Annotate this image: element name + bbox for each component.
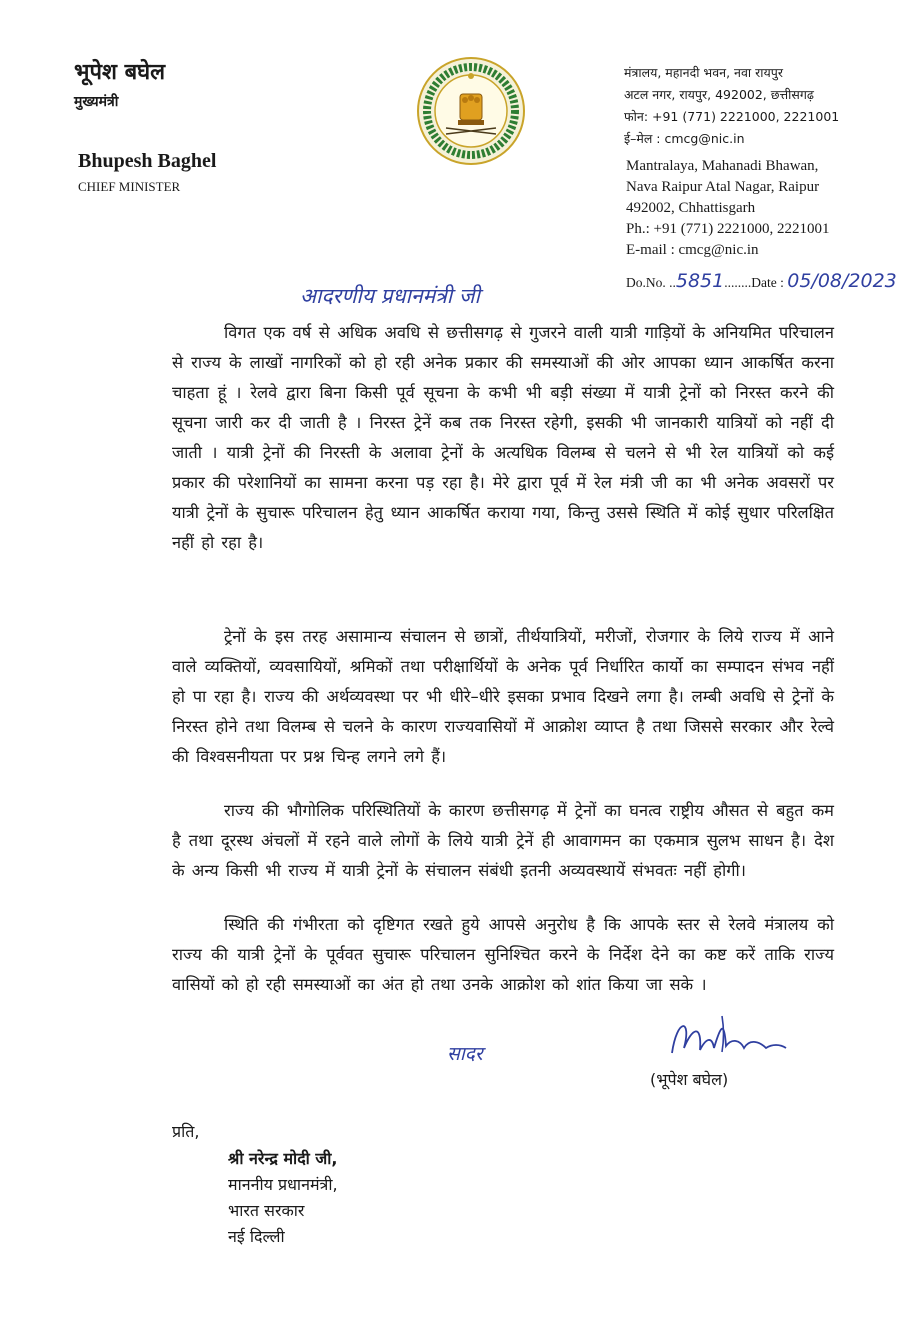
recipient-office: भारत सरकार xyxy=(228,1201,305,1220)
recipient-prefix: प्रति, xyxy=(172,1122,200,1141)
signature xyxy=(662,1008,792,1068)
address-hindi xyxy=(624,62,839,150)
signatory-name: (भूपेश बघेल) xyxy=(650,1070,729,1089)
address-hindi-line: अटल नगर, रायपुर, 492002, छत्तीसगढ़ xyxy=(624,87,814,102)
paragraph-text: राज्य की भौगोलिक परिस्थितियों के कारण छत्तीसगढ़ में ट्रेनों का घनत्व राष्ट्रीय औसत से बहुत कम है तथा दूरस्थ अंचलों में रहने वाले लोगों के लिये यात्री ट्रेनें ही आवागमन का एकमात्र सुलभ साधन है। देश के अन्य किसी भी राज्य में यात्री ट्रेनों के संचालन संबंधी इतनी अव्यवस्थायें संभवतः नहीं होगी। xyxy=(172,801,834,880)
recipient-name: श्री नरेन्द्र मोदी जी, xyxy=(228,1149,338,1168)
regards-handwritten: सादर xyxy=(447,1043,483,1065)
date-label: ........Date : xyxy=(724,275,788,290)
address-english-line: Ph.: +91 (771) 2221000, 2221001 xyxy=(626,221,830,237)
recipient-city: नई दिल्ली xyxy=(228,1227,285,1246)
sender-designation-english: CHIEF MINISTER xyxy=(78,179,181,194)
letter-paragraph-3 xyxy=(172,796,834,886)
address-hindi-line: फोन: +91 (771) 2221000, 2221001 xyxy=(624,109,840,124)
sender-designation-hindi: मुख्यमंत्री xyxy=(74,94,119,110)
sender-name-hindi: भूपेश बघेल xyxy=(74,60,166,85)
paragraph-text: ट्रेनों के इस तरह असामान्य संचालन से छात्रों, तीर्थयात्रियों, मरीजों, रोजगार के लिये राज्य में आने वाले व्यक्तियों, व्यवसायियों, श्रमिकों तथा परीक्षार्थियों के अनेक पूर्व निर्धारित कार्यो का सम्पादन संभव नहीं हो पा रहा है। राज्य की अर्थव्यवस्था पर भी धीरे–धीरे इसका प्रभाव दिखने लगा है। लम्बी अवधि से ट्रेनों के निरस्त होने तथा विलम्ब से चलने के कारण राज्यवासियों में आक्रोश व्याप्त है तथा जिससे सरकार और रेल्वे की विश्वसनीयता पर प्रश्न चिन्ह लगने लगे हैं। xyxy=(172,627,834,766)
address-english xyxy=(626,156,829,261)
address-hindi-line: मंत्रालय, महानदी भवन, नवा रायपुर xyxy=(624,65,783,80)
address-hindi-line: ई–मेल : cmcg@nic.in xyxy=(624,131,745,146)
recipient-title: माननीय प्रधानमंत्री, xyxy=(228,1175,338,1194)
letter-paragraph-2 xyxy=(172,622,834,772)
do-label: Do.No. .. xyxy=(626,275,676,290)
address-english-line: E-mail : cmcg@nic.in xyxy=(626,242,759,258)
document-number-date xyxy=(626,270,897,292)
address-english-line: Mantralaya, Mahanadi Bhawan, xyxy=(626,158,819,174)
address-english-line: Nava Raipur Atal Nagar, Raipur xyxy=(626,179,820,195)
letter-paragraph-4 xyxy=(172,910,834,1000)
recipient-block xyxy=(228,1146,338,1250)
sender-name-english: Bhupesh Baghel xyxy=(78,150,217,172)
salutation-handwritten: आदरणीय प्रधानमंत्री जी xyxy=(300,284,480,308)
address-english-line: 492002, Chhattisgarh xyxy=(626,200,756,216)
paragraph-text: स्थिति की गंभीरता को दृष्टिगत रखते हुये आपसे अनुरोध है कि आपके स्तर से रेलवे मंत्रालय को राज्य की यात्री ट्रेनों के पूर्ववत सुचारू परिचालन सुनिश्चित करने के निर्देश देने का कष्ट करें ताकि राज्य वासियों को हो रही समस्याओं का अंत हो तथा उनके आक्रोश को शांत किया जा सके । xyxy=(172,915,834,994)
letter-paragraph-1 xyxy=(172,318,834,558)
do-number: 5851 xyxy=(675,270,725,292)
state-emblem-seal xyxy=(416,56,526,166)
date-value: 05/08/2023 xyxy=(787,270,897,292)
paragraph-text: विगत एक वर्ष से अधिक अवधि से छत्तीसगढ़ से गुजरने वाली यात्री गाड़ियों के अनियमित परिचालन से राज्य के लाखों नागरिकों को हो रही अनेक प्रकार की समस्याओं की ओर आपका ध्यान आकर्षित करना चाहता हूं । रेलवे द्वारा बिना किसी पूर्व सूचना के कभी भी बड़ी संख्या में यात्री ट्रेनों को निरस्त करने की सूचना जारी कर दी जाती है । निरस्त ट्रेनें कब तक निरस्त रहेगी, इसकी भी जानकारी यात्रियों को नहीं दी जाती । यात्री ट्रेनों की निरस्ती के अलावा ट्रेनों के अत्यधिक विलम्ब से चलने से भी रेल यात्रियों को कई प्रकार की परेशानियों का सामना करना पड़ रहा है। मेरे द्वारा पूर्व में रेल मंत्री जी का भी अनेक अवसरों पर यात्री ट्रेनों के सुचारू परिचालन हेतु ध्यान आकर्षित कराया गया, किन्तु उससे स्थिति में कोई सुधार परिलक्षित नहीं हो रहा है। xyxy=(172,323,834,552)
